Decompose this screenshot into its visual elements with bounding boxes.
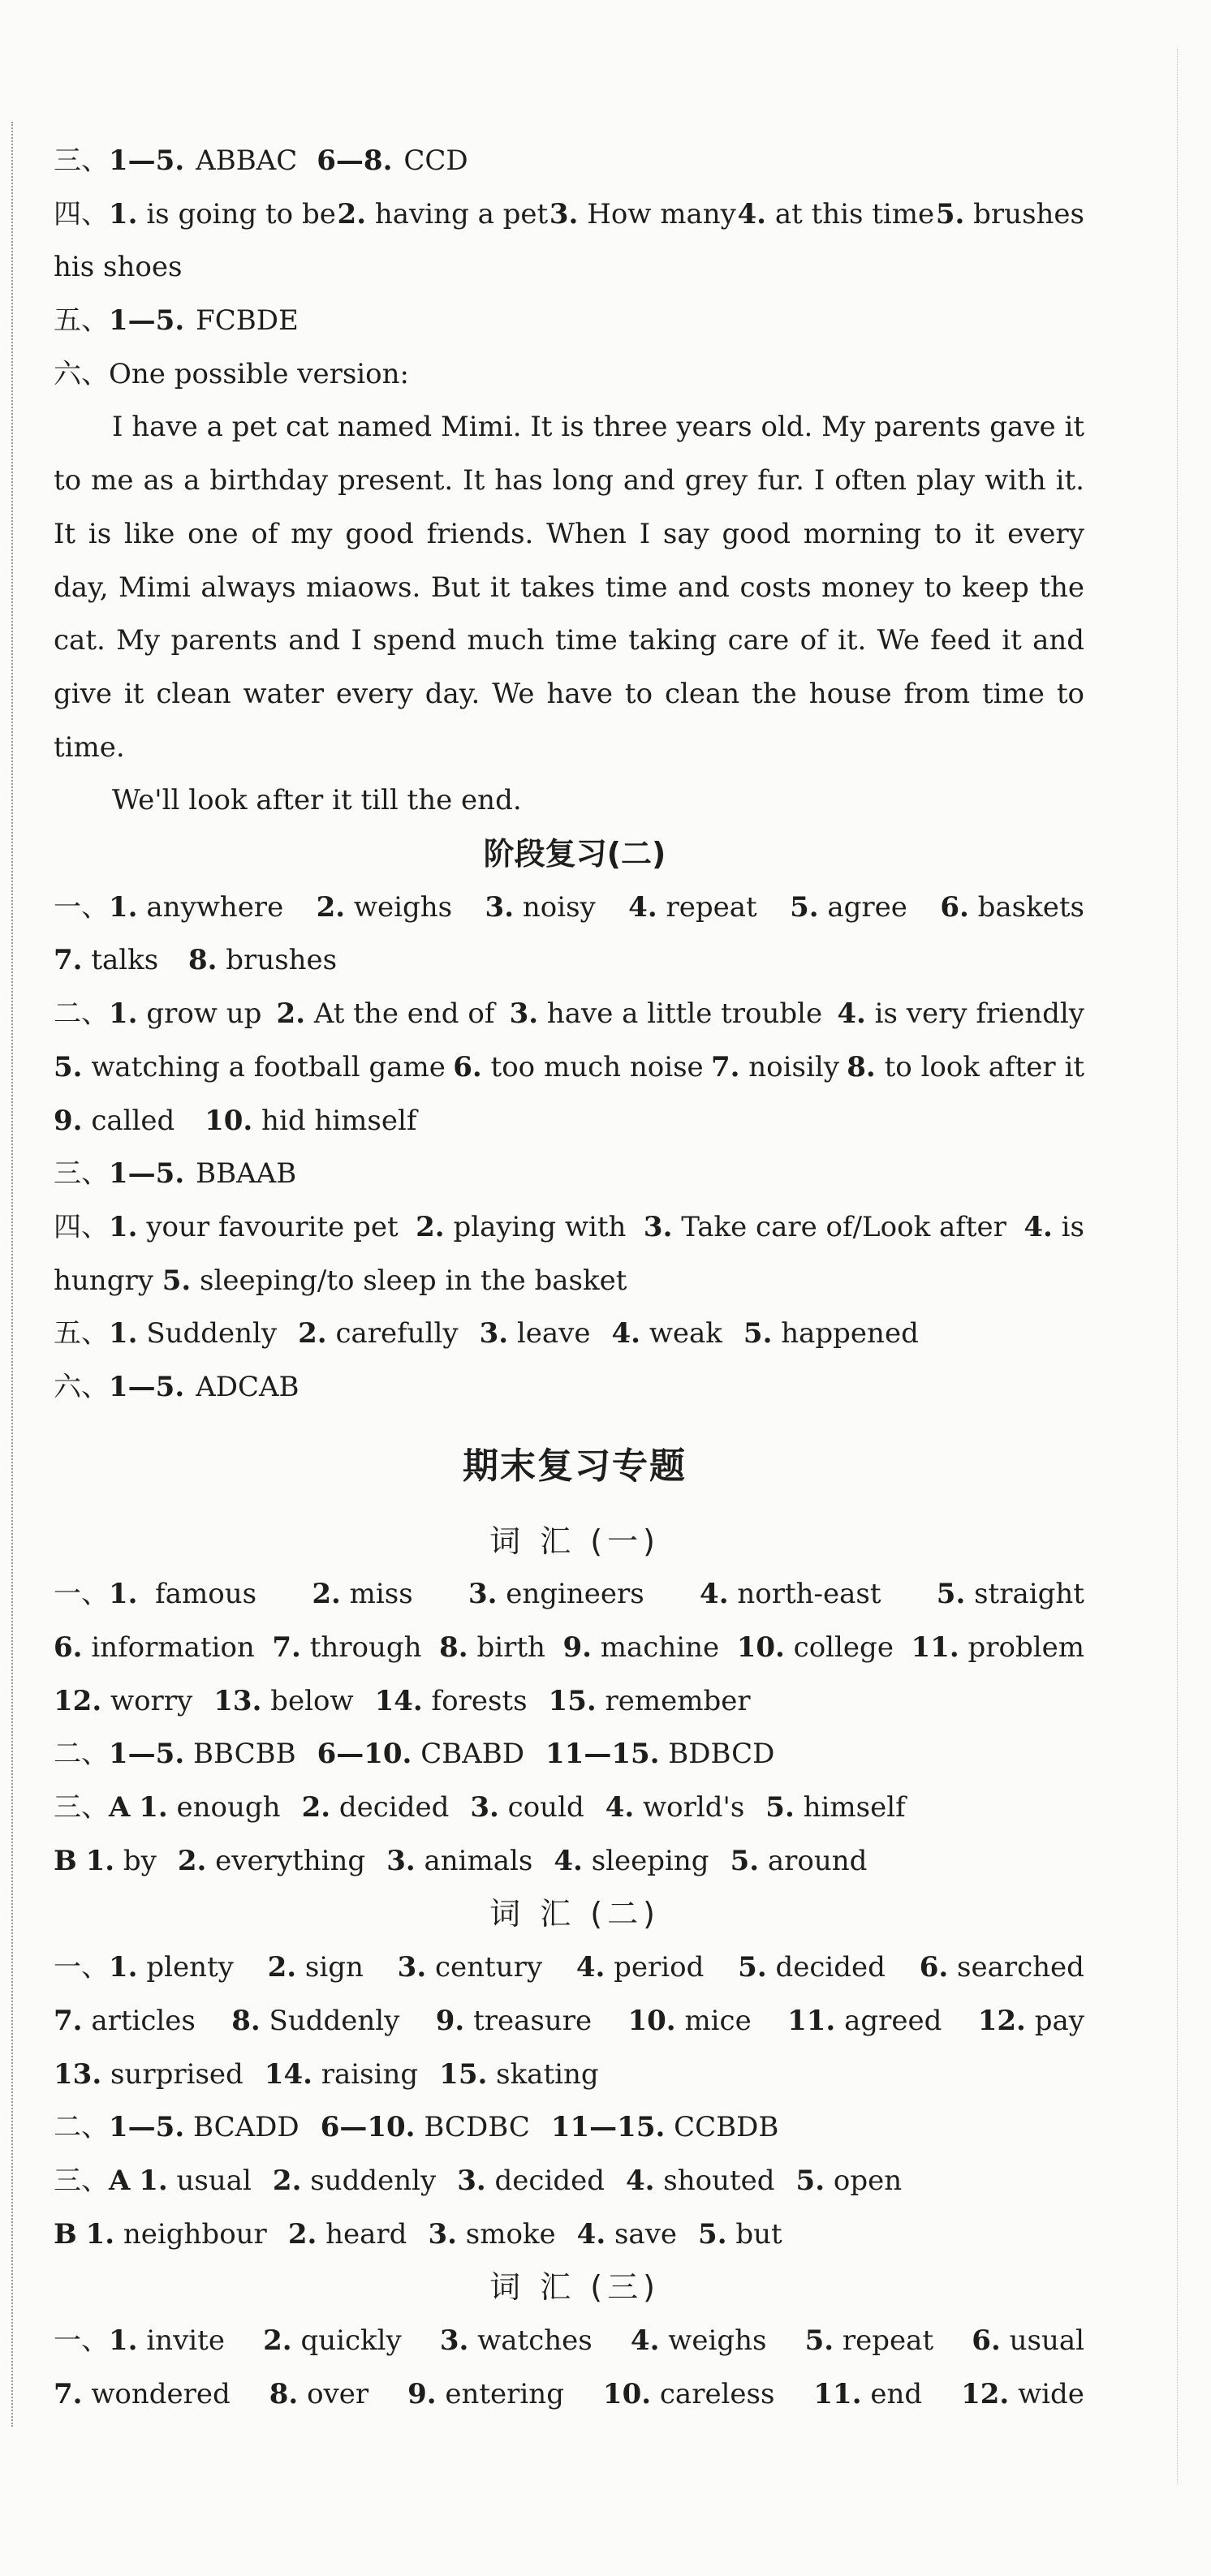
chapter-title: 期末复习专题: [463, 1445, 687, 1487]
essay-paragraph: We'll look after it till the end.: [112, 784, 522, 817]
answer-line: 7. talks 8. brushes: [54, 944, 338, 977]
answer-line: 二、1—5. BCADD 6—10. BCDBC 11—15. CCBDB: [54, 2111, 779, 2144]
answer-line: his shoes: [54, 251, 183, 284]
answer-line: 二、1. grow up 2. At the end of 3. have a little trouble 4. is very friendly: [54, 997, 1084, 1031]
answer-line: 六、1—5. ADCAB: [54, 1370, 300, 1403]
answer-line: B 1. neighbour 2. heard 3. smoke 4. save 5. but: [54, 2217, 782, 2251]
answer-line: 13. surprised 14. raising 15. skating: [54, 2057, 599, 2091]
content-column: [54, 135, 1084, 2421]
binding-margin-line: [11, 122, 13, 2427]
subsection-title: 词 汇 (二): [489, 1896, 660, 1932]
answer-line: 四、1. your favourite pet 2. playing with 3. Take care of/Look after 4. is: [54, 1210, 1084, 1243]
answer-line: 三、1—5. ABBAC 6—8. CCD: [54, 144, 468, 177]
answer-line: 5. watching a football game 6. too much noise 7. noisily 8. to look after it: [54, 1050, 1084, 1083]
answer-line: 一、1. invite 2. quickly 3. watches 4. weighs 5. repeat 6. usual: [54, 2324, 1084, 2357]
subsection-title: 词 汇 (三): [489, 2269, 660, 2306]
answer-line: 三、A 1. usual 2. suddenly 3. decided 4. shouted 5. open: [54, 2164, 903, 2197]
answer-line: 7. wondered 8. over 9. entering 10. careless 11. end 12. wide: [54, 2377, 1084, 2410]
essay-paragraph: I have a pet cat named Mimi. It is three years old. My parents gave it to me as a birthday present. It has long and grey fur. I often play with it. It is like one of my good friends. When I say good morning to it every day, Mimi always miaows. But it takes time and costs money to keep the cat. My parents and I spend much time taking care of it. We feed it and give it clean water every day. We have to clean the house from time to time.: [54, 411, 1084, 764]
answer-line: 9. called 10. hid himself: [54, 1104, 417, 1137]
answer-line: B 1. by 2. everything 3. animals 4. sleeping 5. around: [54, 1844, 868, 1877]
subsection-title: 词 汇 (一): [489, 1523, 660, 1559]
answer-line: 三、1—5. BBAAB: [54, 1157, 297, 1191]
answer-line: 三、A 1. enough 2. decided 3. could 4. world's 5. himself: [54, 1791, 906, 1824]
answer-line: 一、1. famous 2. miss 3. engineers 4. north-east 5. straight: [54, 1578, 1084, 1611]
section-title: 阶段复习(二): [483, 836, 666, 872]
answer-line: 6. information 7. through 8. birth 9. machine 10. college 11. problem: [54, 1631, 1084, 1664]
answer-line: 一、1. anywhere 2. weighs 3. noisy 4. repeat 5. agree 6. baskets: [54, 890, 1084, 924]
answer-line: 六、One possible version:: [54, 357, 409, 390]
answer-line: 一、1. plenty 2. sign 3. century 4. period 5. decided 6. searched: [54, 1951, 1084, 1984]
answer-line: 四、1. is going to be 2. having a pet 3. How many 4. at this time 5. brushes: [54, 197, 1084, 230]
right-margin-line: [1177, 49, 1178, 2483]
answer-line: 五、1—5. FCBDE: [54, 304, 299, 338]
answer-line: 12. worry 13. below 14. forests 15. remember: [54, 1684, 751, 1717]
answer-line: 五、1. Suddenly 2. carefully 3. leave 4. weak 5. happened: [54, 1317, 919, 1350]
answer-line: 二、1—5. BBCBB 6—10. CBABD 11—15. BDBCD: [54, 1738, 775, 1771]
answer-line: hungry 5. sleeping/to sleep in the basket: [54, 1264, 627, 1297]
answer-line: 7. articles 8. Suddenly 9. treasure 10. mice 11. agreed 12. pay: [54, 2004, 1084, 2037]
